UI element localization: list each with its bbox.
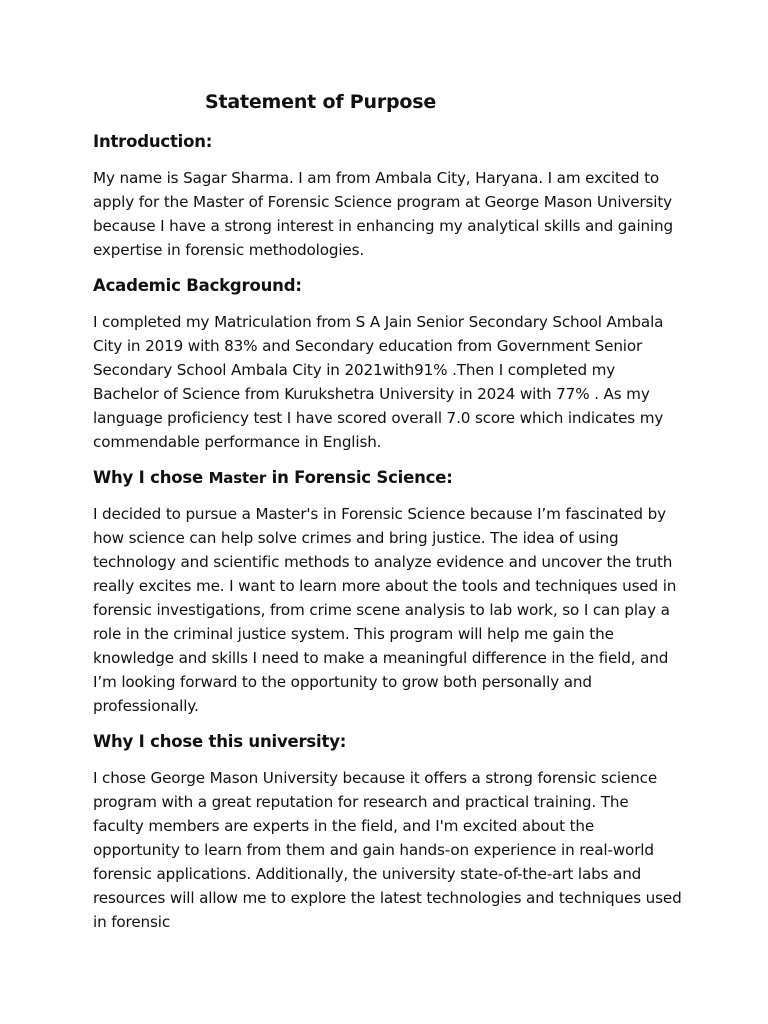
- section-paragraph-introduction: My name is Sagar Sharma. I am from Ambala City, Haryana. I am excited to apply for the Master of Forensic Science program at George Mason University because I have a strong interest in enhancing my analytical skills and gaining expertise in forensic methodologies.: [93, 169, 674, 259]
- section-heading-introduction: Introduction:: [93, 132, 213, 151]
- document-body: [93, 88, 683, 934]
- heading-part: Why I chose: [93, 468, 209, 487]
- heading-part: in Forensic Science:: [266, 468, 453, 487]
- section-paragraph-academic-background: I completed my Matriculation from S A Jain Senior Secondary School Ambala City in 2019 with 83% and Secondary education from Government Senior Secondary School Ambala City in 2021with91% .Then I completed my Bachelor of Science from Kurukshetra University in 2024 with 77% . As my language proficiency test I have scored overall 7.0 score which indicates my commendable performance in English.: [93, 313, 664, 451]
- section-heading-academic-background: Academic Background:: [93, 276, 302, 295]
- section-paragraph-why-master: I decided to pursue a Master's in Forensic Science because I’m fascinated by how science can help solve crimes and bring justice. The idea of using technology and scientific methods to analyze evidence and uncover the truth really excites me. I want to learn more about the tools and techniques used in forensic investigations, from crime scene analysis to lab work, so I can play a role in the criminal justice system. This program will help me gain the knowledge and skills I need to make a meaningful difference in the field, and I’m looking forward to the opportunity to grow both personally and professionally.: [93, 505, 677, 715]
- section-heading-why-master: [93, 466, 683, 490]
- section-heading-why-university: Why I chose this university:: [93, 732, 347, 751]
- heading-part-small: Master: [208, 469, 267, 487]
- section-paragraph-why-university: I chose George Mason University because it offers a strong forensic science program with a great reputation for research and practical training. The faculty members are experts in the field, and I'm excited about the opportunity to learn from them and gain hands-on experience in real-world forensic applications. Additionally, the university state-of-the-art labs and resources will allow me to explore the latest technologies and techniques used in forensic: [93, 769, 682, 931]
- document-title: Statement of Purpose: [205, 91, 437, 113]
